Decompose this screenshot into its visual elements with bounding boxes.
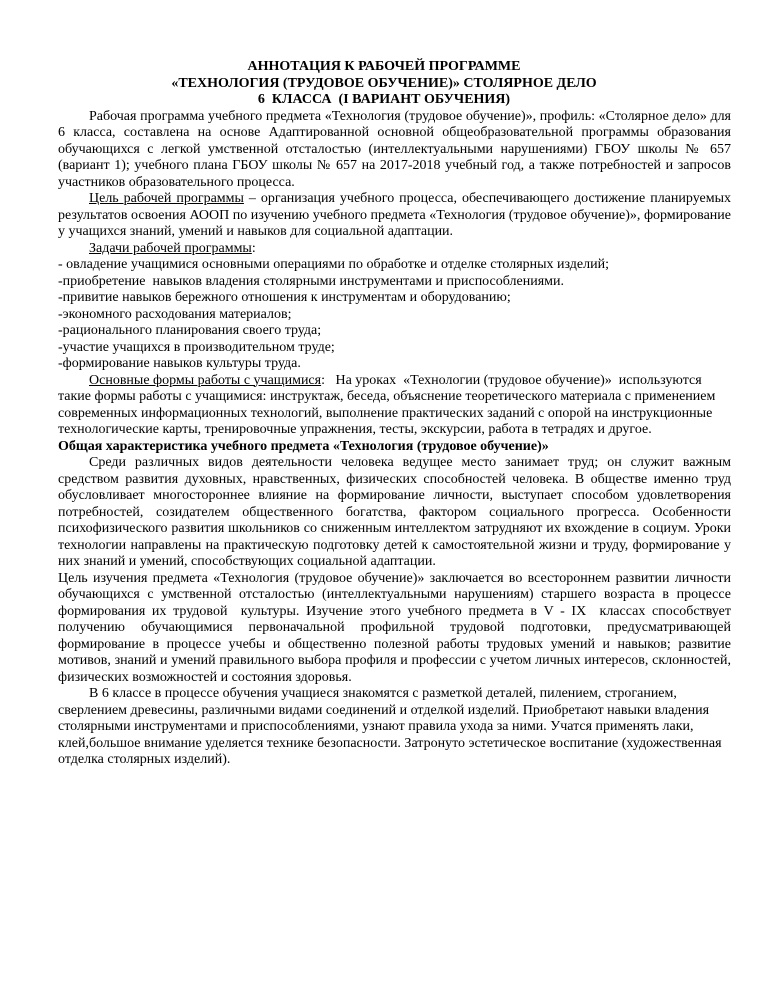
text-run: : xyxy=(251,240,256,256)
document-title-line: «ТЕХНОЛОГИЯ (ТРУДОВОЕ ОБУЧЕНИЕ)» СТОЛЯРНОЕ ДЕЛО xyxy=(171,75,597,91)
task-item xyxy=(58,307,731,324)
task-item xyxy=(58,290,731,307)
task-item xyxy=(58,356,731,373)
para-work-forms xyxy=(58,373,731,439)
text-run: - овладение учащимися основными операциями по обработке и отделке столярных изделий; xyxy=(58,257,610,272)
text-run: Рабочая программа учебного предмета «Технология (трудовое обучение)», профиль: «Столярное дело» для 6 класса, составлена на основе Адаптированной основной общеобразовательной программы образования обучающихся с легкой умственной отсталостью (интеллектуальными нарушениями) ГБОУ школы № 657 (вариант 1); учебного плана ГБОУ школы № 657 на 2017-2018 учебный год, а также потребностей и запросов участников образовательного процесса. xyxy=(58,108,735,190)
para-labor-role xyxy=(58,455,735,571)
task-item xyxy=(58,274,731,291)
text-run: -привитие навыков бережного отношения к инструментам и оборудованию; xyxy=(58,290,511,305)
text-run: -участие учащихся в производительном труде; xyxy=(58,339,335,355)
text-run: -экономного расходования материалов; xyxy=(58,306,292,322)
text-run: -рационального планирования своего труда; xyxy=(58,323,322,338)
text-run: -приобретение навыков владения столярными инструментами и приспособлениями. xyxy=(58,273,564,289)
document-title xyxy=(0,59,768,109)
task-item xyxy=(58,257,731,274)
para-program-goal xyxy=(58,191,735,241)
task-item xyxy=(58,340,731,357)
text-run: : На уроках «Технологии (трудовое обучение)» используются такие формы работы с учащимися: инструктаж, беседа, объяснение теоретического материала с применением современных информационных технологий, выполнение практических заданий с опорой на инструкционные технологические карты, тренировочные упражнения, тесты, экскурсии, работа в тетрадях и другое. xyxy=(58,372,719,437)
text-run: Задачи рабочей программы xyxy=(89,240,252,256)
text-run: Среди различных видов деятельности человека ведущее место занимает труд; он служит важным средством развития духовных, нравственных, физических способностей человека. В обществе именно труд обусловливает многостороннее влияние на формирование личности, выступает способом удовлетворения потребностей, созидателем общественного богатства, фактором социального прогресса. Особенности психофизического развития школьников со сниженным интеллектом затрудняют их вхождение в социум. Уроки технологии направлены на практическую подготовку детей к самостоятельной жизни и труду, формирование у них знаний и умений, способствующих социальной адаптации. xyxy=(58,455,735,569)
document-title-line: 6 КЛАССА (I ВАРИАНТ ОБУЧЕНИЯ) xyxy=(257,92,511,107)
section-heading-subject-characteristic xyxy=(58,439,731,456)
text-run: Цель рабочей программы xyxy=(89,191,244,206)
para-tasks-heading xyxy=(58,241,731,258)
para-program-basis xyxy=(58,108,735,192)
text-run: Основные формы работы с учащимися xyxy=(89,372,322,388)
text-run: Общая характеристика учебного предмета «Технология (трудовое обучение)» xyxy=(58,438,549,454)
document-title-line: АННОТАЦИЯ К РАБОЧЕЙ ПРОГРАММЕ xyxy=(247,59,521,74)
text-run: -формирование навыков культуры труда. xyxy=(58,356,301,371)
text-run: Цель изучения предмета «Технология (трудовое обучение)» заключается во всестороннем развитии личности обучающихся с умственной отсталостью (интеллектуальными нарушениям) старшего возраста в процессе формирования их трудовой культуры. Изучение этого учебного предмета в V - IX классах способствует получению обучающимися первоначальной профильной трудовой подготовки, предусматривающей формирование в процессе учебы и общественно полезной работы трудовых умений и навыков; развитие мотивов, знаний и умений правильного выбора профиля и профессии с учетом личных интересов, склонностей, физических возможностей и состояния здоровья. xyxy=(58,570,735,685)
text-run: – организация учебного процесса, обеспечивающего достижение планируемых результатов освоения АООП по изучению учебного предмета «Технология (трудовое обучение)», формирование у учащихся знаний, умений и навыков для социальной адаптации. xyxy=(58,191,735,239)
task-item xyxy=(58,323,731,340)
text-run: В 6 классе в процессе обучения учащиеся знакомятся с разметкой деталей, пилением, строганием, сверлением древесины, различными видами соединений и отделкой изделий. Приобретают навыки владения столярными инструментами и приспособлениями, узнают правила ухода за ними. Учатся применять лаки, клей,большое внимание уделяется технике безопасности. Затронуто эстетическое воспитание (художественная отделка столярных изделий). xyxy=(58,686,726,767)
document-body xyxy=(58,108,735,769)
para-study-goal xyxy=(58,570,735,687)
para-grade6-content xyxy=(58,686,731,769)
